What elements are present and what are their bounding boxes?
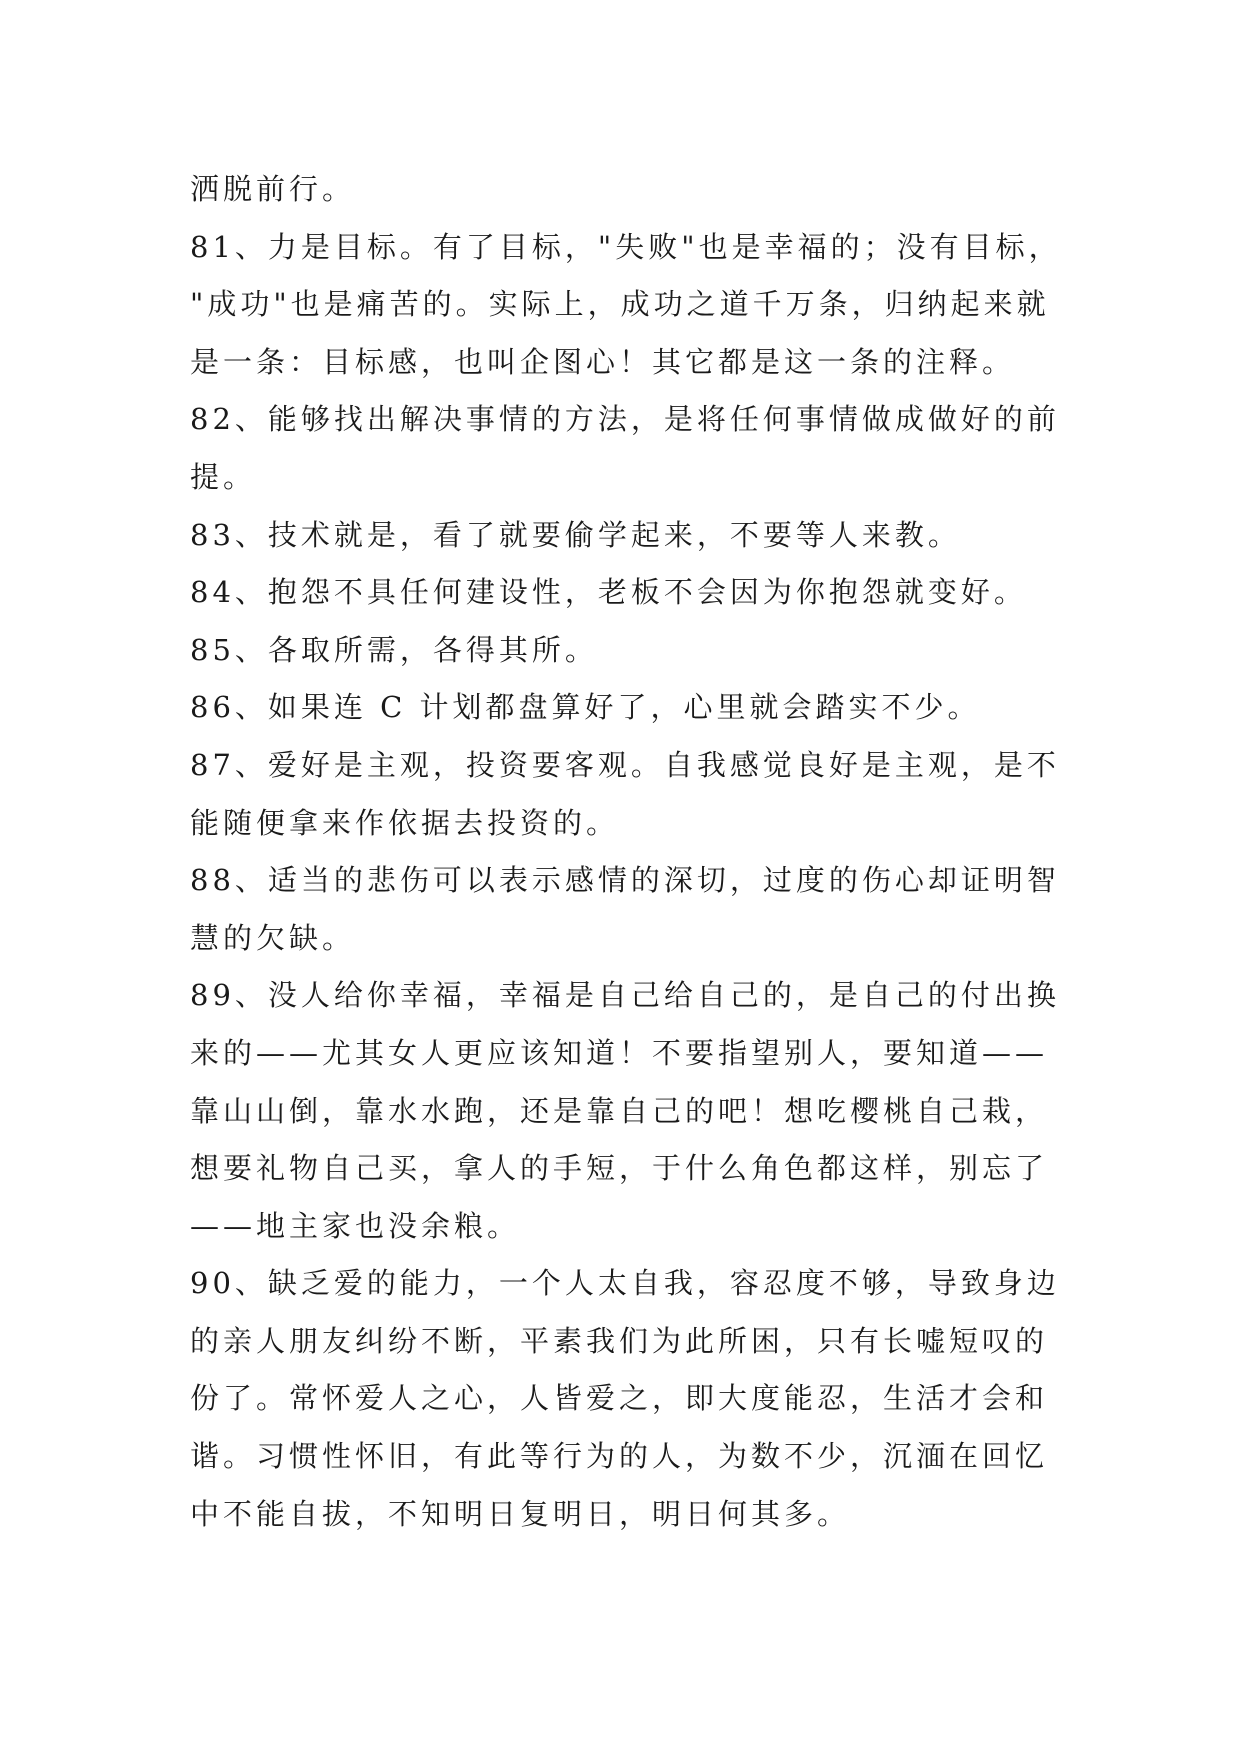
text-line: 能随便拿来作依据去投资的。	[190, 805, 620, 840]
text-line: 想要礼物自己买，拿人的手短，于什么角色都这样，别忘了	[190, 1151, 1049, 1186]
text-line: 中不能自拔，不知明日复明日，明日何其多。	[190, 1496, 851, 1531]
text-line: ——地主家也没余粮。	[190, 1208, 521, 1243]
text-line: 来的——尤其女人更应该知道！不要指望别人，要知道——	[190, 1035, 1049, 1070]
text-line: 87、爱好是主观，投资要客观。自我感觉良好是主观，是不	[190, 747, 1060, 782]
text-line: 靠山山倒，靠水水跑，还是靠自己的吧！想吃樱桃自己栽，	[190, 1093, 1049, 1128]
text-line: 81、力是目标。有了目标，"失败"也是幸福的；没有目标，	[190, 229, 1062, 264]
document-body	[190, 161, 1090, 1543]
text-line: "成功"也是痛苦的。实际上，成功之道千万条，归纳起来就	[190, 287, 1050, 322]
text-line: 慧的欠缺。	[190, 920, 356, 955]
text-line: 是一条：目标感，也叫企图心！其它都是这一条的注释。	[190, 344, 1016, 379]
text-line: 份了。常怀爱人之心，人皆爱之，即大度能忍，生活才会和	[190, 1381, 1049, 1416]
text-line: 90、缺乏爱的能力，一个人太自我，容忍度不够，导致身边	[190, 1266, 1060, 1301]
text-line: 83、技术就是，看了就要偷学起来，不要等人来教。	[190, 517, 961, 552]
text-line: 89、没人给你幸福，幸福是自己给自己的，是自己的付出换	[190, 978, 1060, 1013]
text-line: 85、各取所需，各得其所。	[190, 632, 598, 667]
text-line: 88、适当的悲伤可以表示感情的深切，过度的伤心却证明智	[190, 863, 1060, 898]
text-line: 82、能够找出解决事情的方法，是将任何事情做成做好的前	[190, 402, 1060, 437]
text-line: 84、抱怨不具任何建设性，老板不会因为你抱怨就变好。	[190, 575, 1027, 610]
text-line: 的亲人朋友纠纷不断，平素我们为此所困，只有长嘘短叹的	[190, 1323, 1049, 1358]
text-line: 谐。习惯性怀旧，有此等行为的人，为数不少，沉湎在回忆	[190, 1439, 1049, 1474]
text-line: 洒脱前行。	[190, 172, 356, 206]
text-line: 86、如果连 C 计划都盘算好了，心里就会踏实不少。	[190, 690, 981, 725]
text-line: 提。	[190, 459, 257, 494]
